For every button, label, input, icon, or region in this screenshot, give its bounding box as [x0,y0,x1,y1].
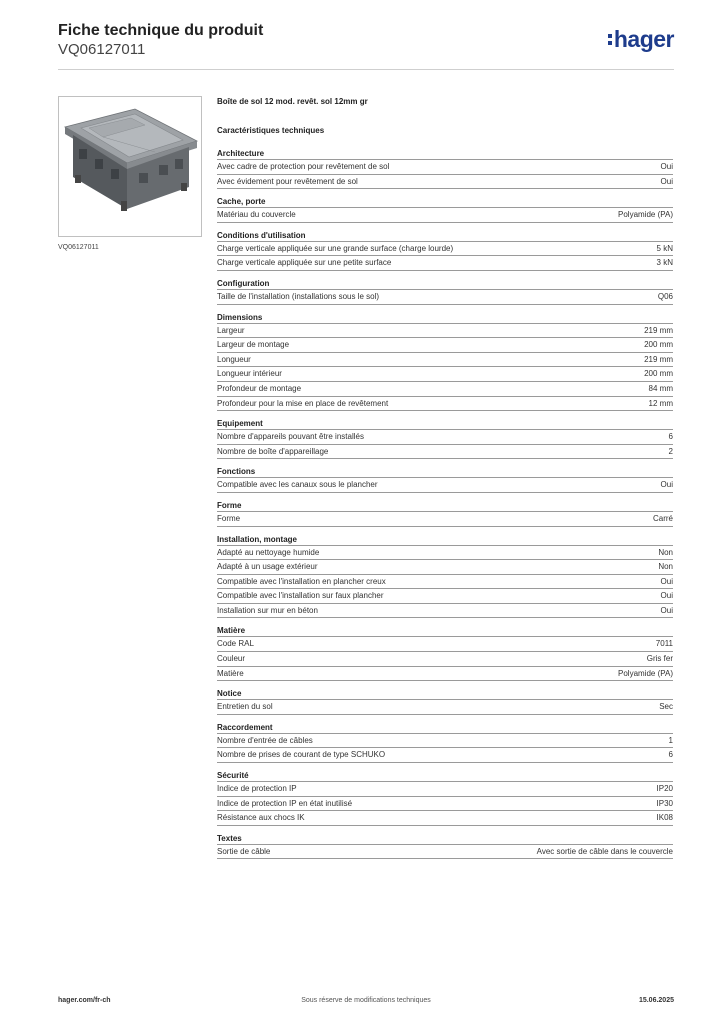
spec-label: Entretien du sol [217,702,273,712]
section-title: Cache, porte [217,195,673,208]
section-title: Conditions d'utilisation [217,229,673,242]
document-title: Fiche technique du produit [58,22,264,39]
spec-label: Compatible avec l'installation en plancher creux [217,576,386,586]
spec-label: Matériau du couvercle [217,210,296,220]
spec-section [217,311,673,412]
spec-value: 1 [668,735,673,745]
spec-section [217,687,673,715]
section-title: Forme [217,499,673,512]
spec-value: 84 mm [648,383,673,393]
floor-box-illustration [59,97,201,236]
spec-row [217,512,673,527]
spec-row [217,256,673,271]
section-title: Dimensions [217,311,673,324]
spec-label: Profondeur de montage [217,383,302,393]
spec-row [217,353,673,368]
spec-value: 12 mm [648,398,673,408]
spec-label: Indice de protection IP en état inutilisé [217,798,353,808]
spec-label: Nombre de prises de courant de type SCHUKO [217,750,386,760]
spec-row [217,242,673,257]
spec-label: Adapté à un usage extérieur [217,562,318,572]
spec-value: Avec sortie de câble dans le couvercle [536,846,673,856]
spec-value: 200 mm [644,369,673,379]
spec-label: Code RAL [217,639,254,649]
spec-label: Matière [217,668,244,678]
spec-row [217,290,673,305]
spec-label: Taille de l'installation (installations sous le sol) [217,291,380,301]
spec-label: Nombre d'appareils pouvant être installés [217,432,364,442]
footer-website-link[interactable]: hager.com/fr-ch [58,997,111,1004]
spec-label: Indice de protection IP [217,784,297,794]
spec-row [217,782,673,797]
spec-label: Avec cadre de protection pour revêtement de sol [217,162,390,171]
spec-row [217,604,673,619]
spec-value: Oui [660,591,673,601]
spec-row [217,797,673,812]
spec-row [217,652,673,667]
spec-label: Avec évidement pour revêtement de sol [217,176,358,186]
section-title: Sécurité [217,769,673,782]
spec-row [217,575,673,590]
spec-label: Charge verticale appliquée sur une grande surface (charge lourde) [217,243,454,253]
spec-row [217,324,673,339]
spec-label: Adapté au nettoyage humide [217,547,320,557]
spec-row [217,160,673,175]
spec-row [217,811,673,826]
footer-notice: Sous réserve de modifications techniques [301,997,431,1004]
spec-value: Non [658,562,673,572]
spec-value: Oui [660,480,673,490]
logo-dots-icon [608,34,612,45]
spec-row [217,748,673,763]
spec-row [217,367,673,382]
spec-row [217,700,673,715]
section-title: Configuration [217,277,673,290]
spec-value: 5 kN [656,243,673,253]
spec-section [217,277,673,305]
spec-value: Oui [660,605,673,615]
spec-label: Largeur de montage [217,340,290,350]
specs-heading: Caractéristiques techniques [217,126,325,135]
spec-content [217,96,673,865]
spec-value: Polyamide (PA) [618,210,673,220]
product-name: Boîte de sol 12 mod. revêt. sol 12mm gr [217,97,368,106]
spec-label: Couleur [217,654,246,664]
spec-row [217,546,673,561]
spec-label: Longueur intérieur [217,369,282,379]
spec-row [217,382,673,397]
spec-value: Oui [660,176,673,186]
spec-value: 6 [668,432,673,442]
page-footer [58,997,674,1011]
spec-row [217,637,673,652]
section-title: Matière [217,624,673,637]
spec-label: Forme [217,513,241,523]
spec-label: Largeur [217,325,245,335]
spec-section [217,499,673,527]
section-title: Equipement [217,417,673,430]
product-reference: VQ06127011 [58,41,146,58]
page-header [58,22,674,70]
spec-row [217,338,673,353]
spec-section [217,721,673,763]
section-title: Installation, montage [217,533,673,546]
spec-sections [217,147,673,859]
spec-section [217,195,673,223]
spec-section [217,832,673,860]
spec-value: 6 [668,750,673,760]
spec-section [217,147,673,189]
spec-value: Sec [659,702,673,712]
spec-section [217,769,673,826]
spec-section [217,533,673,619]
spec-value: 3 kN [656,258,673,268]
spec-row [217,667,673,682]
spec-row [217,208,673,223]
spec-section [217,229,673,271]
spec-row [217,397,673,412]
spec-value: Polyamide (PA) [618,668,673,678]
spec-value: IP30 [656,798,673,808]
spec-row [217,175,673,190]
spec-row [217,560,673,575]
spec-section [217,417,673,459]
spec-value: 219 mm [644,325,673,335]
image-caption: VQ06127011 [58,244,99,251]
spec-row [217,589,673,604]
spec-value: 2 [668,446,673,456]
spec-label: Compatible avec les canaux sous le plancher [217,480,378,490]
section-title: Notice [217,687,673,700]
spec-label: Compatible avec l'installation sur faux plancher [217,591,384,601]
spec-section [217,624,673,681]
spec-label: Résistance aux chocs IK [217,813,305,823]
spec-label: Longueur [217,354,251,364]
logo-text: hager [613,26,674,52]
spec-label: Profondeur pour la mise en place de revêtement [217,398,389,408]
spec-label: Sortie de câble [217,846,271,856]
spec-row [217,478,673,493]
spec-value: 219 mm [644,354,673,364]
spec-value: 200 mm [644,340,673,350]
spec-label: Installation sur mur en béton [217,605,318,615]
spec-row [217,445,673,460]
hager-logo [608,26,674,52]
spec-row [217,845,673,860]
spec-label: Nombre de boîte d'appareillage [217,446,329,456]
section-title: Textes [217,832,673,845]
section-title: Architecture [217,147,673,160]
spec-value: Gris fer [646,654,673,664]
spec-value: IK08 [656,813,673,823]
spec-section [217,465,673,493]
spec-label: Charge verticale appliquée sur une petite surface [217,258,392,268]
product-image [58,96,202,237]
spec-row [217,734,673,749]
spec-row [217,430,673,445]
spec-label: Nombre d'entrée de câbles [217,735,313,745]
spec-value: Oui [660,576,673,586]
section-title: Fonctions [217,465,673,478]
section-title: Raccordement [217,721,673,734]
footer-date: 15.06.2025 [638,997,674,1004]
spec-value: Oui [660,162,673,171]
spec-value: IP20 [656,784,673,794]
spec-value: Non [658,547,673,557]
spec-value: 7011 [655,639,673,649]
spec-value: Q06 [657,291,673,301]
spec-value: Carré [652,513,673,523]
